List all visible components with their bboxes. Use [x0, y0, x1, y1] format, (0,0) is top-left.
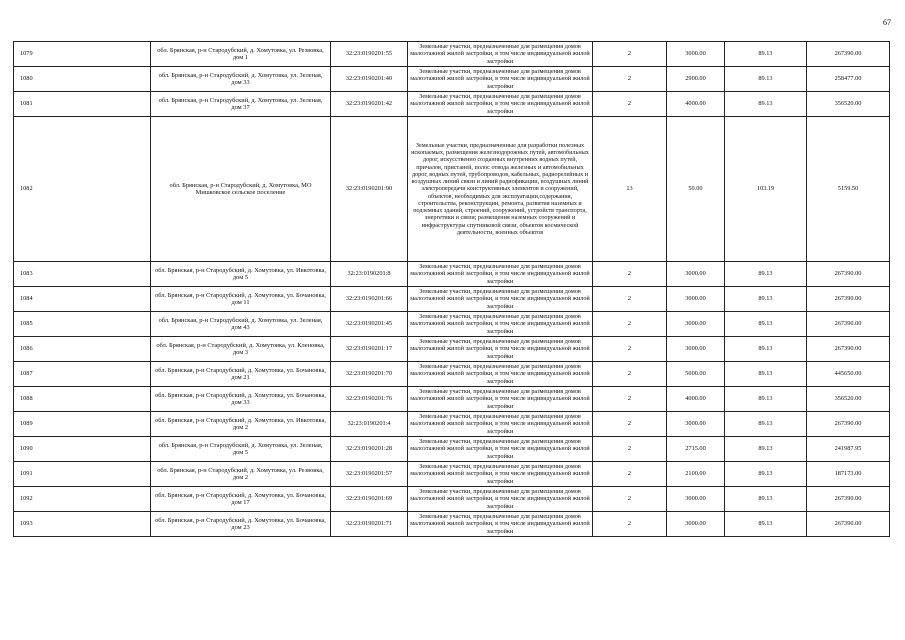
table-row — [14, 387, 890, 412]
area-cell: 4000.00 — [667, 387, 725, 412]
cadastral-number-cell: 32:23:0190201:28 — [331, 437, 408, 462]
area-cell: 3000.00 — [667, 412, 725, 437]
table-row — [14, 312, 890, 337]
group-number-cell: 2 — [593, 437, 667, 462]
table-row — [14, 92, 890, 117]
specific-value-cell: 89.13 — [725, 512, 807, 537]
specific-value-cell: 89.13 — [725, 437, 807, 462]
table-row — [14, 362, 890, 387]
row-number: 1092 — [14, 487, 151, 512]
group-number-cell: 2 — [593, 262, 667, 287]
row-number: 1087 — [14, 362, 151, 387]
group-number-cell: 2 — [593, 362, 667, 387]
specific-value-cell: 103.19 — [725, 117, 807, 262]
group-number-cell: 2 — [593, 487, 667, 512]
specific-value-cell: 89.13 — [725, 67, 807, 92]
area-cell: 3000.00 — [667, 512, 725, 537]
address-cell: обл. Брянская, р-н Стародубский, д. Хомутовка, ул. Резвовка, дом 2 — [151, 462, 331, 487]
land-purpose-cell: Земельные участки, предназначенные для размещения домов малоэтажной жилой застройки, в том числе индивидуальной жилой застройки — [408, 92, 593, 117]
specific-value-cell: 89.13 — [725, 42, 807, 67]
cadastral-number-cell: 32:23:0190201:8 — [331, 262, 408, 287]
row-number: 1080 — [14, 67, 151, 92]
land-purpose-cell: Земельные участки, предназначенные для размещения домов малоэтажной жилой застройки, в том числе индивидуальной жилой застройки — [408, 42, 593, 67]
land-purpose-cell: Земельные участки, предназначенные для разработки полезных ископаемых, размещения железнодорожных путей, автомобильных дорог, искусственно созданных внутренних водных путей, причалов, пристаней, полос отвода железных и автомобильных дорог, водных путей, трубопроводов, кабельных, радиорелейных и воздушных линий связи и линий радиофикации, воздушных линий электропередачи конструктивных элементов и сооружений, объектов, необходимых для эксплуатации,содержания, строительства, реконструкции, ремонта, развития наземных и подземных зданий, строений, сооружений, устройств транспорта, энергетики и связи; размещения наземных сооружений и инфраструктуры спутниковой связи, объектов космической деятельности, военных объектов — [408, 117, 593, 262]
row-number: 1088 — [14, 387, 151, 412]
cadastral-value-cell: 241987.95 — [807, 437, 890, 462]
cadastral-value-cell: 258477.00 — [807, 67, 890, 92]
cadastral-value-cell: 267390.00 — [807, 512, 890, 537]
cadastral-value-cell: 267390.00 — [807, 287, 890, 312]
specific-value-cell: 89.13 — [725, 337, 807, 362]
cadastral-value-cell: 267390.00 — [807, 312, 890, 337]
land-purpose-cell: Земельные участки, предназначенные для размещения домов малоэтажной жилой застройки, в том числе индивидуальной жилой застройки — [408, 437, 593, 462]
table-row — [14, 512, 890, 537]
row-number: 1081 — [14, 92, 151, 117]
row-number: 1082 — [14, 117, 151, 262]
specific-value-cell: 89.13 — [725, 462, 807, 487]
cadastral-number-cell: 32:23:0190201:71 — [331, 512, 408, 537]
row-number: 1086 — [14, 337, 151, 362]
address-cell: обл. Брянская, р-н Стародубский, д. Хомутовка, ул. Бочановка, дом 21 — [151, 362, 331, 387]
area-cell: 3000.00 — [667, 262, 725, 287]
row-number: 1093 — [14, 512, 151, 537]
table-row — [14, 262, 890, 287]
cadastral-number-cell: 32:23:0190201:76 — [331, 387, 408, 412]
row-number: 1084 — [14, 287, 151, 312]
land-purpose-cell: Земельные участки, предназначенные для размещения домов малоэтажной жилой застройки, в том числе индивидуальной жилой застройки — [408, 262, 593, 287]
area-cell: 3000.00 — [667, 337, 725, 362]
address-cell: обл. Брянская, р-н Стародубский, д. Хомутовка, ул. Ивкотовка, дом 2 — [151, 412, 331, 437]
address-cell: обл. Брянская, р-н Стародубский, д. Хомутовка, ул. Резвовка, дом 1 — [151, 42, 331, 67]
row-number: 1083 — [14, 262, 151, 287]
land-purpose-cell: Земельные участки, предназначенные для размещения домов малоэтажной жилой застройки, в том числе индивидуальной жилой застройки — [408, 387, 593, 412]
address-cell: обл. Брянская, р-н Стародубский, д. Хомутовка, ул. Кленовка, дом 3 — [151, 337, 331, 362]
land-purpose-cell: Земельные участки, предназначенные для размещения домов малоэтажной жилой застройки, в том числе индивидуальной жилой застройки — [408, 362, 593, 387]
group-number-cell: 2 — [593, 412, 667, 437]
cadastral-value-cell: 356520.00 — [807, 92, 890, 117]
cadastral-number-cell: 32:23:0190201:66 — [331, 287, 408, 312]
table-row — [14, 337, 890, 362]
cadastral-value-cell: 267390.00 — [807, 42, 890, 67]
address-cell: обл. Брянская, р-н Стародубский, д. Хомутовка, ул. Бочановка, дом 17 — [151, 487, 331, 512]
cadastral-value-cell: 356520.00 — [807, 387, 890, 412]
specific-value-cell: 89.13 — [725, 312, 807, 337]
cadastral-value-cell: 267390.00 — [807, 337, 890, 362]
group-number-cell: 2 — [593, 92, 667, 117]
cadastral-value-cell: 267390.00 — [807, 412, 890, 437]
row-number: 1079 — [14, 42, 151, 67]
table-row — [14, 437, 890, 462]
land-purpose-cell: Земельные участки, предназначенные для размещения домов малоэтажной жилой застройки, в том числе индивидуальной жилой застройки — [408, 462, 593, 487]
land-purpose-cell: Земельные участки, предназначенные для размещения домов малоэтажной жилой застройки, в том числе индивидуальной жилой застройки — [408, 337, 593, 362]
group-number-cell: 2 — [593, 512, 667, 537]
area-cell: 3000.00 — [667, 312, 725, 337]
cadastral-value-cell: 267390.00 — [807, 262, 890, 287]
specific-value-cell: 89.13 — [725, 362, 807, 387]
table-row — [14, 487, 890, 512]
address-cell: обл. Брянская, р-н Стародубский, д. Хомутовка, ул. Зеленая, дом 33 — [151, 67, 331, 92]
cadastral-number-cell: 32:23:0190201:70 — [331, 362, 408, 387]
specific-value-cell: 89.13 — [725, 262, 807, 287]
group-number-cell: 13 — [593, 117, 667, 262]
group-number-cell: 2 — [593, 67, 667, 92]
cadastral-number-cell: 32:23:0190201:17 — [331, 337, 408, 362]
land-purpose-cell: Земельные участки, предназначенные для размещения домов малоэтажной жилой застройки, в том числе индивидуальной жилой застройки — [408, 487, 593, 512]
address-cell: обл. Брянская, р-н Стародубский, д. Хомутовка, ул. Зеленая, дом 37 — [151, 92, 331, 117]
address-cell: обл. Брянская, р-н Стародубский, д. Хомутовка, ул. Зеленая, дом 43 — [151, 312, 331, 337]
area-cell: 3000.00 — [667, 487, 725, 512]
group-number-cell: 2 — [593, 462, 667, 487]
cadastral-number-cell: 32:23:0190201:4 — [331, 412, 408, 437]
specific-value-cell: 89.13 — [725, 387, 807, 412]
land-purpose-cell: Земельные участки, предназначенные для размещения домов малоэтажной жилой застройки, в том числе индивидуальной жилой застройки — [408, 412, 593, 437]
group-number-cell: 2 — [593, 42, 667, 67]
area-cell: 2100.00 — [667, 462, 725, 487]
table-row — [14, 462, 890, 487]
cadastral-value-table — [13, 41, 890, 537]
address-cell: обл. Брянская, р-н Стародубский, д. Хомутовка, ул. Ивкотовка, дом 5 — [151, 262, 331, 287]
row-number: 1085 — [14, 312, 151, 337]
group-number-cell: 2 — [593, 337, 667, 362]
table-row — [14, 412, 890, 437]
address-cell: обл. Брянская, р-н Стародубский, д. Хомутовка, ул. Бочановка, дом 23 — [151, 512, 331, 537]
table-row — [14, 67, 890, 92]
cadastral-value-cell: 267390.00 — [807, 487, 890, 512]
group-number-cell: 2 — [593, 312, 667, 337]
row-number: 1089 — [14, 412, 151, 437]
group-number-cell: 2 — [593, 287, 667, 312]
area-cell: 4000.00 — [667, 92, 725, 117]
table-row — [14, 287, 890, 312]
specific-value-cell: 89.13 — [725, 287, 807, 312]
land-purpose-cell: Земельные участки, предназначенные для размещения домов малоэтажной жилой застройки, в том числе индивидуальной жилой застройки — [408, 312, 593, 337]
cadastral-number-cell: 32:23:0190201:45 — [331, 312, 408, 337]
cadastral-number-cell: 32:23:0190201:42 — [331, 92, 408, 117]
area-cell: 3000.00 — [667, 42, 725, 67]
land-purpose-cell: Земельные участки, предназначенные для размещения домов малоэтажной жилой застройки, в том числе индивидуальной жилой застройки — [408, 512, 593, 537]
area-cell: 50.00 — [667, 117, 725, 262]
address-cell: обл. Брянская, р-н Стародубский, д. Хомутовка, ул. Бочановка, дом 33 — [151, 387, 331, 412]
specific-value-cell: 89.13 — [725, 92, 807, 117]
address-cell: обл. Брянская, р-н Стародубский, д. Хомутовка, ул. Зеленая, дом 5 — [151, 437, 331, 462]
land-purpose-cell: Земельные участки, предназначенные для размещения домов малоэтажной жилой застройки, в том числе индивидуальной жилой застройки — [408, 67, 593, 92]
specific-value-cell: 89.13 — [725, 412, 807, 437]
area-cell: 2715.00 — [667, 437, 725, 462]
area-cell: 3000.00 — [667, 287, 725, 312]
cadastral-number-cell: 32:23:0190201:69 — [331, 487, 408, 512]
table-body — [14, 42, 890, 537]
cadastral-value-cell: 445650.00 — [807, 362, 890, 387]
cadastral-number-cell: 32:23:0190201:55 — [331, 42, 408, 67]
cadastral-value-cell: 5159.50 — [807, 117, 890, 262]
specific-value-cell: 89.13 — [725, 487, 807, 512]
area-cell: 5000.00 — [667, 362, 725, 387]
page-number: 67 — [883, 18, 891, 27]
table-row — [14, 117, 890, 262]
area-cell: 2900.00 — [667, 67, 725, 92]
land-purpose-cell: Земельные участки, предназначенные для размещения домов малоэтажной жилой застройки, в том числе индивидуальной жилой застройки — [408, 287, 593, 312]
row-number: 1090 — [14, 437, 151, 462]
cadastral-value-cell: 187173.00 — [807, 462, 890, 487]
cadastral-number-cell: 32:23:0190201:57 — [331, 462, 408, 487]
group-number-cell: 2 — [593, 387, 667, 412]
table-row — [14, 42, 890, 67]
cadastral-number-cell: 32:23:0190201:90 — [331, 117, 408, 262]
address-cell: обл. Брянская, р-н Стародубский, д. Хомутовка, ул. Бочановка, дом 11 — [151, 287, 331, 312]
row-number: 1091 — [14, 462, 151, 487]
cadastral-number-cell: 32:23:0190201:40 — [331, 67, 408, 92]
address-cell: обл. Брянская, р-н Стародубский, д. Хомутовка, МО Мишковское сельское поселение — [151, 117, 331, 262]
